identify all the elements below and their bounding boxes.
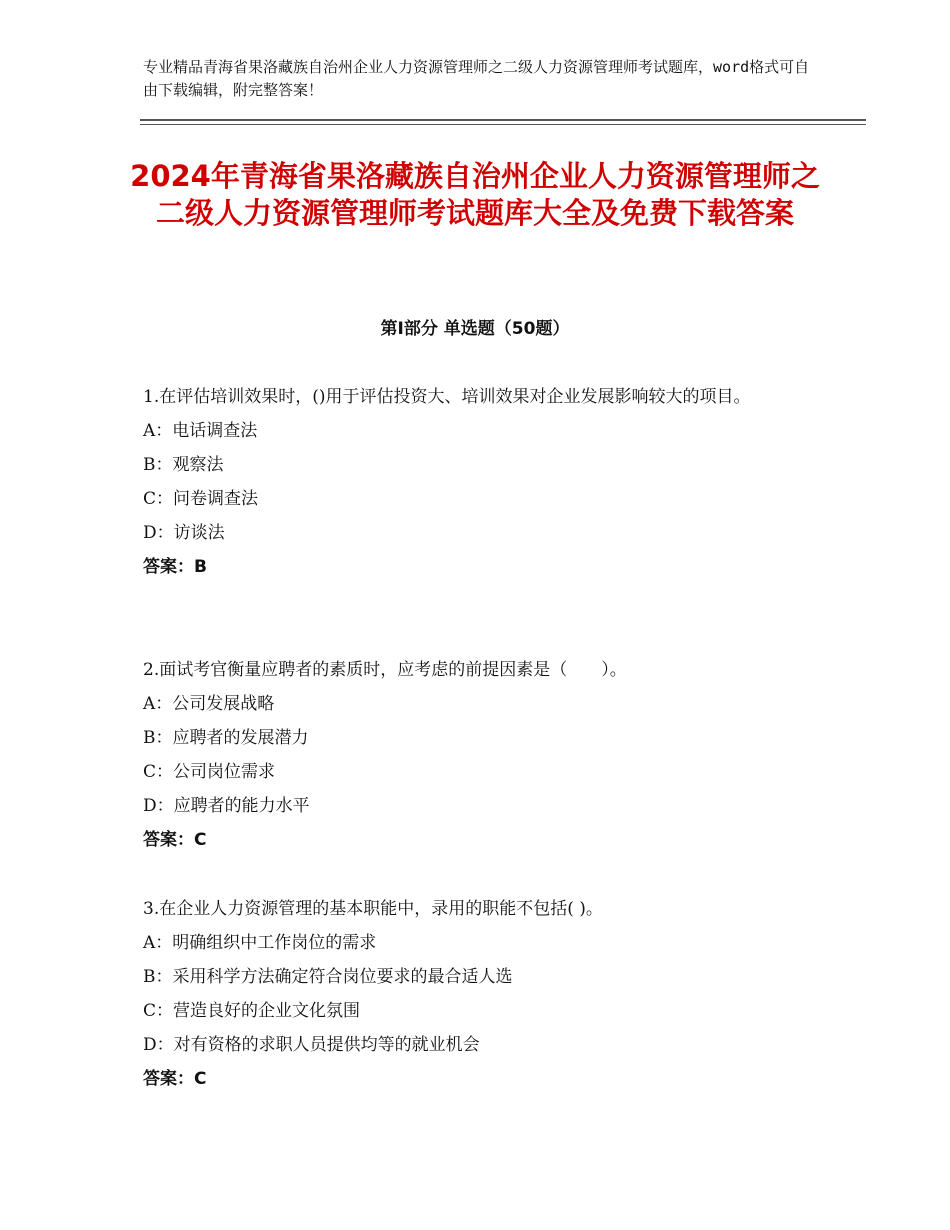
section-title: 第Ⅰ部分 单选题（50题） xyxy=(380,319,570,339)
option-c: C：营造良好的企业文化氛围 xyxy=(143,1001,361,1021)
option-d: D：对有资格的求职人员提供均等的就业机会 xyxy=(143,1035,480,1055)
answer-label: 答案：C xyxy=(143,1069,207,1089)
option-c: C：公司岗位需求 xyxy=(143,762,276,782)
question-1 xyxy=(143,380,823,584)
question-3 xyxy=(143,892,823,1096)
option-b: B：采用科学方法确定符合岗位要求的最合适人选 xyxy=(143,967,513,987)
header-note: 专业精品青海省果洛藏族自治州企业人力资源管理师之二级人力资源管理师考试题库，word格式可自由下载编辑，附完整答案！ xyxy=(143,58,810,99)
question-2 xyxy=(143,653,823,857)
question-stem: 3.在企业人力资源管理的基本职能中，录用的职能不包括( )。 xyxy=(143,899,603,919)
option-a: A：电话调查法 xyxy=(143,421,258,441)
option-a: A：公司发展战略 xyxy=(143,694,275,714)
option-d: D：应聘者的能力水平 xyxy=(143,796,310,816)
option-b: B：应聘者的发展潜力 xyxy=(143,728,309,748)
option-a: A：明确组织中工作岗位的需求 xyxy=(143,933,377,953)
header-divider xyxy=(140,119,866,125)
option-b: B：观察法 xyxy=(143,455,224,475)
option-d: D：访谈法 xyxy=(143,523,225,543)
answer-label: 答案：B xyxy=(143,557,207,577)
question-stem: 1.在评估培训效果时，()用于评估投资大、培训效果对企业发展影响较大的项目。 xyxy=(143,387,751,407)
question-stem: 2.面试考官衡量应聘者的素质时，应考虑的前提因素是（ ）。 xyxy=(143,660,627,680)
option-c: C：问卷调查法 xyxy=(143,489,259,509)
answer-label: 答案：C xyxy=(143,830,207,850)
document-title: 2024年青海省果洛藏族自治州企业人力资源管理师之二级人力资源管理师考试题库大全及免费下载答案 xyxy=(130,159,820,230)
